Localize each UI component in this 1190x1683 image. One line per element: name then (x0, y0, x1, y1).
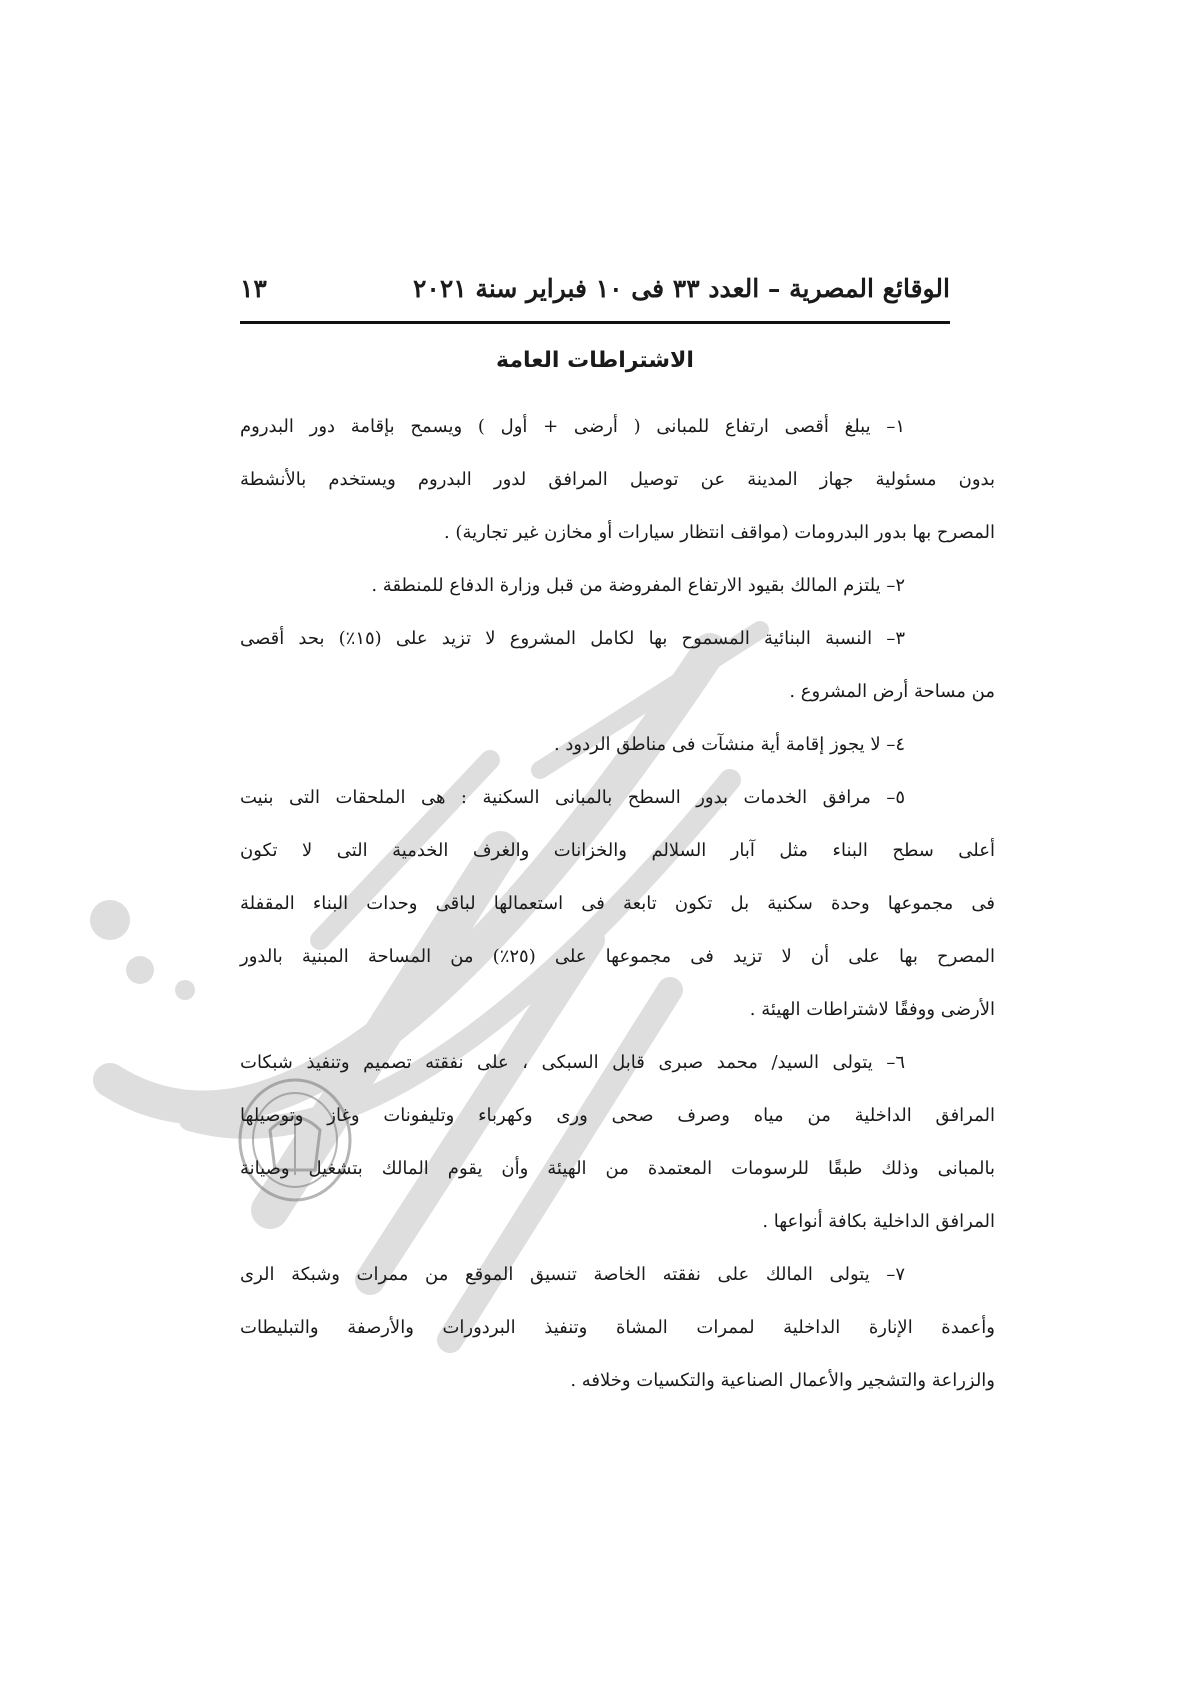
text-line: المصرح بها على أن لا تزيد فى مجموعها على (٢٥٪) من المساحة المبنية بالدور (240, 946, 995, 967)
clause-7 (240, 1248, 995, 1407)
clause-5 (240, 771, 995, 1036)
clause-4 (240, 718, 950, 771)
text-line: وأعمدة الإنارة الداخلية لممرات المشاة وتنفيذ البردورات والأرصفة والتبليطات (240, 1317, 995, 1338)
text-line: الأرضى ووفقًا لاشتراطات الهيئة . (749, 999, 995, 1020)
text-line: أعلى سطح البناء مثل آبار السلالم والخزانات والغرف الخدمية التى لا تكون (240, 840, 995, 861)
clause-2 (240, 559, 950, 612)
text-line: ٧– يتولى المالك على نفقته الخاصة تنسيق الموقع من ممرات وشبكة الرى (240, 1264, 905, 1285)
text-line: ١– يبلغ أقصى ارتفاع للمبانى ( أرضى + أول ) ويسمح بإقامة دور البدروم (240, 416, 905, 437)
text-line: ٦– يتولى السيد/ محمد صبرى قابل السبكى ، على نفقته تصميم وتنفيذ شبكات (240, 1052, 905, 1073)
text-line: ٣– النسبة البنائية المسموح بها لكامل المشروع لا تزيد على (١٥٪) بحد أقصى (240, 628, 905, 649)
text-line: بالمبانى وذلك طبقًا للرسومات المعتمدة من الهيئة وأن يقوم المالك بتشغيل وصيانة (240, 1158, 995, 1179)
body-text (240, 400, 995, 1407)
text-line: من مساحة أرض المشروع . (789, 681, 995, 702)
text-line: والزراعة والتشجير والأعمال الصناعية والتكسيات وخلافه . (570, 1370, 995, 1391)
text-line: فى مجموعها وحدة سكنية بل تكون تابعة فى استعمالها لباقى وحدات البناء المقفلة (240, 893, 995, 914)
text-line: ٥– مرافق الخدمات بدور السطح بالمبانى السكنية : هى الملحقات التى بنيت (240, 787, 905, 808)
text-line: المرافق الداخلية من مياه وصرف صحى ورى وكهرباء وتليفونات وغاز وتوصيلها (240, 1105, 995, 1126)
text-line: المرافق الداخلية بكافة أنواعها . (762, 1211, 995, 1232)
page-header (240, 268, 950, 318)
clause-3 (240, 612, 995, 718)
text-line: ٤– لا يجوز إقامة أية منشآت فى مناطق الردود . (553, 734, 905, 755)
clause-6 (240, 1036, 995, 1248)
text-line: بدون مسئولية جهاز المدينة عن توصيل المرافق لدور البدروم ويستخدم بالأنشطة (240, 469, 995, 490)
clause-1 (240, 400, 995, 559)
header-rule (240, 321, 950, 324)
page-number: ١٣ (240, 274, 267, 303)
text-line: المصرح بها بدور البدرومات (مواقف انتظار سيارات أو مخازن غير تجارية) . (443, 522, 995, 543)
section-title: الاشتراطات العامة (496, 348, 694, 373)
text-line: ٢– يلتزم المالك بقيود الارتفاع المفروضة من قبل وزارة الدفاع للمنطقة . (371, 575, 905, 596)
gazette-issue-title: الوقائع المصرية – العدد ٣٣ فى ١٠ فبراير سنة ٢٠٢١ (413, 274, 950, 303)
